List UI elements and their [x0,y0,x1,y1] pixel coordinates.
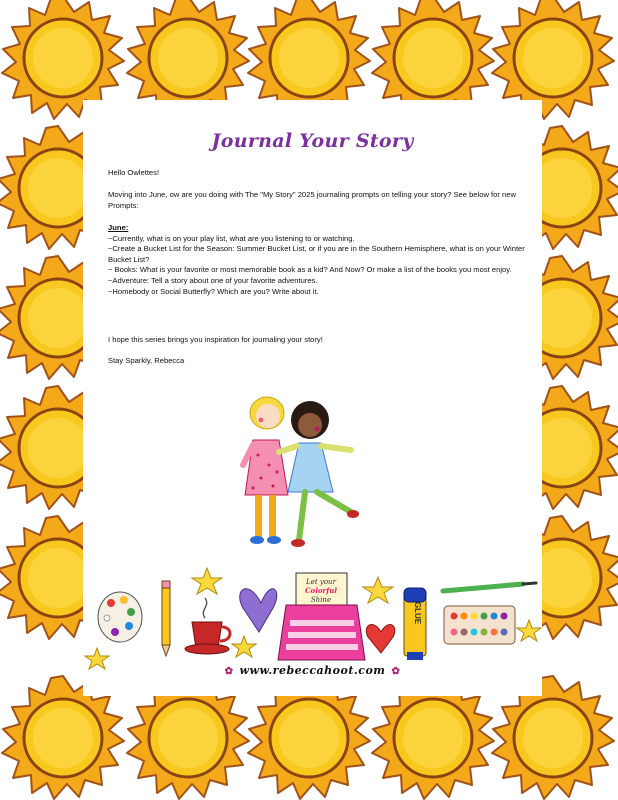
heart-icon [366,625,395,653]
prompt-item: ~Homebody or Social Butterfly? Which are you? Write about it. [108,286,319,296]
watercolor-set-icon [444,606,515,644]
closing-line: I hope this series brings you inspiration for journaling your story! [108,335,323,344]
typewriter-sign-line: Colorful [304,586,338,595]
star-icon [192,568,222,594]
intro-paragraph: Moving into June, ow are you doing with The "My Story" 2025 journaling prompts on telling your story? See below for new Prompts: [108,190,516,210]
illustration [83,100,542,696]
pencil-icon [162,581,170,656]
glue-label: GLUE [413,601,422,625]
star-icon [363,577,393,603]
star-icon [232,636,256,657]
paintbrush-icon [443,583,536,591]
typewriter-sign-line: Shine [310,596,332,604]
typewriter-icon [278,573,365,660]
typewriter-sign-line: Let your [306,578,336,586]
palette-icon [98,592,142,642]
flower-icon: ✿ [391,666,401,677]
glue-stick-icon [404,588,426,660]
journal-page [83,100,542,696]
coffee-cup-icon [185,598,230,654]
heart-icon [240,589,277,632]
flower-icon: ✿ [224,666,234,677]
prompt-item: ~Adventure: Tell a story about one of your favorite adventures. [108,275,318,285]
page-title: Journal Your Story [211,130,414,152]
signoff: Stay Sparkly, Rebecca [108,356,185,365]
prompts-heading: June: [108,223,129,232]
prompt-item: ~Create a Bucket List for the Season: Summer Bucket List, or if you are in the Southern Hemisphere, what is on your Winter Bucket List? [108,244,525,264]
star-icon [517,620,541,641]
greeting: Hello Owlettes! [108,168,160,177]
girls-illustration [243,397,359,547]
prompt-item: ~Currently, what is on your play list, what are you listening to or watching. [108,233,355,243]
website-url[interactable]: www.rebeccahoot.com [239,664,386,677]
website-footer [83,664,542,677]
prompt-item: ~ Books: What is your favorite or most memorable book as a kid? And Now? Or make a list of the books you most enjoy. [108,265,512,275]
